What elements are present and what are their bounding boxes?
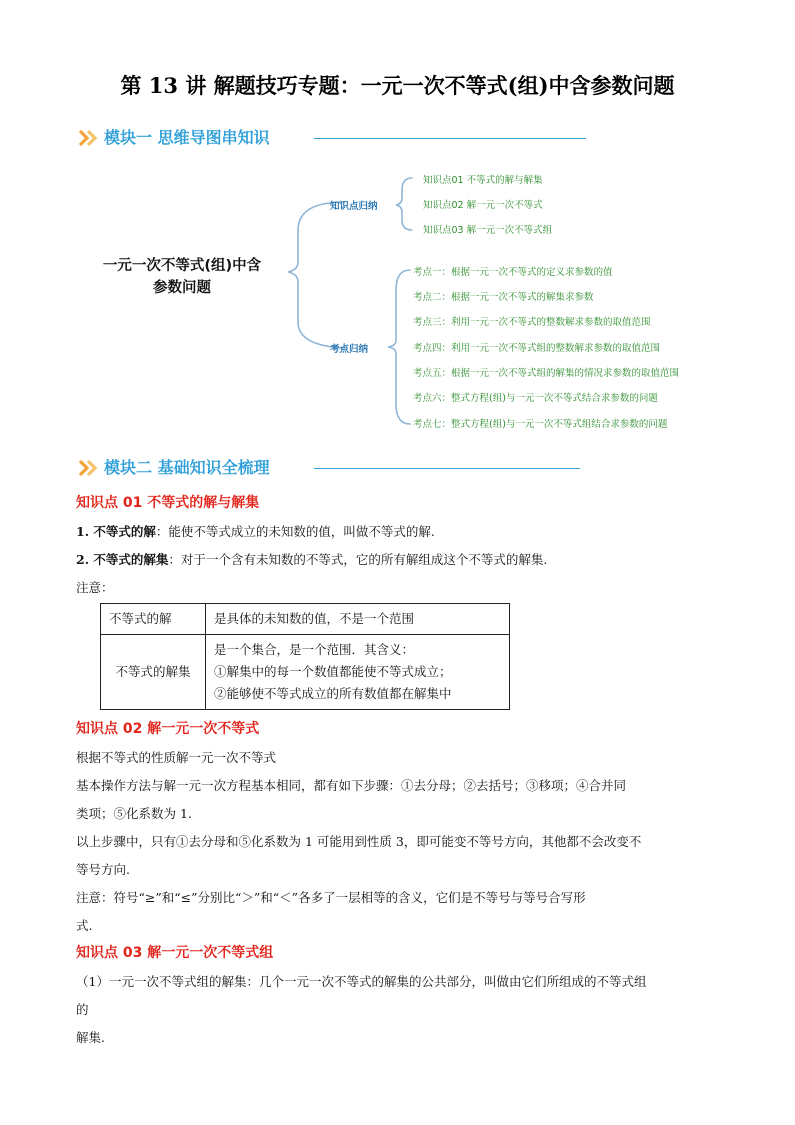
mindmap-branch-knowledge: 知识点归纳 — [330, 201, 378, 212]
table-cell: 是具体的未知数的值，不是一个范围 — [206, 604, 510, 635]
paragraph-line: 式. — [76, 918, 93, 933]
note-label: 注意： — [76, 580, 114, 595]
mindmap-exam-point: 考点六：整式方程(组)与一元一次不等式结合求参数的问题 — [413, 393, 658, 404]
table-row — [101, 635, 510, 710]
paragraph-line: 类项；⑤化系数为 1. — [76, 806, 192, 821]
module-one-title: 模块一 思维导图串知识 — [104, 128, 270, 147]
term-definition: ：对于一个含有未知数的不等式，它的所有解组成这个不等式的解集. — [168, 552, 548, 567]
section-body — [76, 968, 721, 1052]
mindmap-exam-point: 考点五：根据一元一次不等式组的解集的情况求参数的取值范围 — [413, 368, 680, 379]
table-cell-line: ②能够使不等式成立的所有数值都在解集中 — [214, 686, 452, 701]
term-label: 2. 不等式的解集 — [76, 552, 169, 567]
mindmap-branch-exam: 考点归纳 — [330, 344, 369, 355]
term-label: 1. 不等式的解 — [76, 524, 156, 539]
section-body — [76, 744, 721, 940]
double-chevron-icon — [78, 458, 100, 478]
mindmap-exam-point: 考点七：整式方程(组)与一元一次不等式组结合求参数的问题 — [413, 419, 668, 430]
paragraph-line: 的 — [76, 1002, 89, 1017]
mindmap-root — [82, 255, 282, 299]
section-heading: 知识点 01 不等式的解与解集 — [76, 495, 260, 511]
paragraph-line: 等号方向. — [76, 862, 130, 877]
section-heading: 知识点 03 解一元一次不等式组 — [76, 945, 274, 961]
table-cell-line: ①解集中的每一个数值都能使不等式成立； — [214, 664, 452, 679]
section-heading: 知识点 02 解一元一次不等式 — [76, 721, 260, 737]
double-chevron-icon — [78, 128, 100, 148]
table-cell-line: 是一个集合，是一个范围．其含义： — [214, 642, 415, 657]
mindmap-exam-point: 考点四：利用一元一次不等式组的整数解求参数的取值范围 — [413, 343, 661, 354]
table-cell — [206, 635, 510, 710]
module-two-title: 模块二 基础知识全梳理 — [104, 458, 270, 477]
page-title: 第 13 讲 解题技巧专题：一元一次不等式(组)中含参数问题 — [120, 73, 675, 98]
paragraph-line: 注意：符号“≥”和“≤”分别比“＞”和“＜”各多了一层相等的含义，它们是不等号与等号合写形 — [76, 890, 586, 905]
paragraph-line: （1）一元一次不等式组的解集：几个一元一次不等式的解集的公共部分，叫做由它们所组成的不等式组 — [76, 974, 647, 989]
mindmap-knowledge-point: 知识点01 不等式的解与解集 — [423, 175, 543, 186]
table-cell: 不等式的解 — [101, 604, 206, 635]
comparison-table — [100, 603, 510, 710]
module-divider — [314, 138, 586, 139]
term-definition: ：能使不等式成立的未知数的值，叫做不等式的解. — [155, 524, 435, 539]
paragraph-line: 解集. — [76, 1030, 105, 1045]
definition-paragraph — [76, 518, 721, 602]
module-two-header — [76, 456, 586, 480]
paragraph: 根据不等式的性质解一元一次不等式 — [76, 750, 277, 765]
mindmap-exam-point: 考点一：根据一元一次不等式的定义求参数的值 — [413, 267, 613, 278]
table-row — [101, 604, 510, 635]
module-one-header — [76, 126, 586, 150]
mindmap-root-line1: 一元一次不等式(组)中含 — [102, 258, 262, 274]
mindmap-connectors — [0, 0, 795, 460]
table-cell: 不等式的解集 — [101, 635, 206, 710]
mindmap-exam-point: 考点二：根据一元一次不等式的解集求参数 — [413, 292, 594, 303]
mindmap-exam-point: 考点三：利用一元一次不等式的整数解求参数的取值范围 — [413, 317, 651, 328]
mindmap-knowledge-point: 知识点02 解一元一次不等式 — [423, 200, 543, 211]
mindmap-knowledge-point: 知识点03 解一元一次不等式组 — [423, 225, 553, 236]
paragraph-line: 以上步骤中，只有①去分母和⑤化系数为 1 可能用到性质 3，即可能变不等号方向，其他都不会改变不 — [76, 834, 642, 849]
module-divider — [314, 468, 580, 469]
paragraph-line: 基本操作方法与解一元一次方程基本相同，都有如下步骤：①去分母；②去括号；③移项；④合并同 — [76, 778, 627, 793]
mindmap-root-line2: 参数问题 — [153, 280, 211, 296]
